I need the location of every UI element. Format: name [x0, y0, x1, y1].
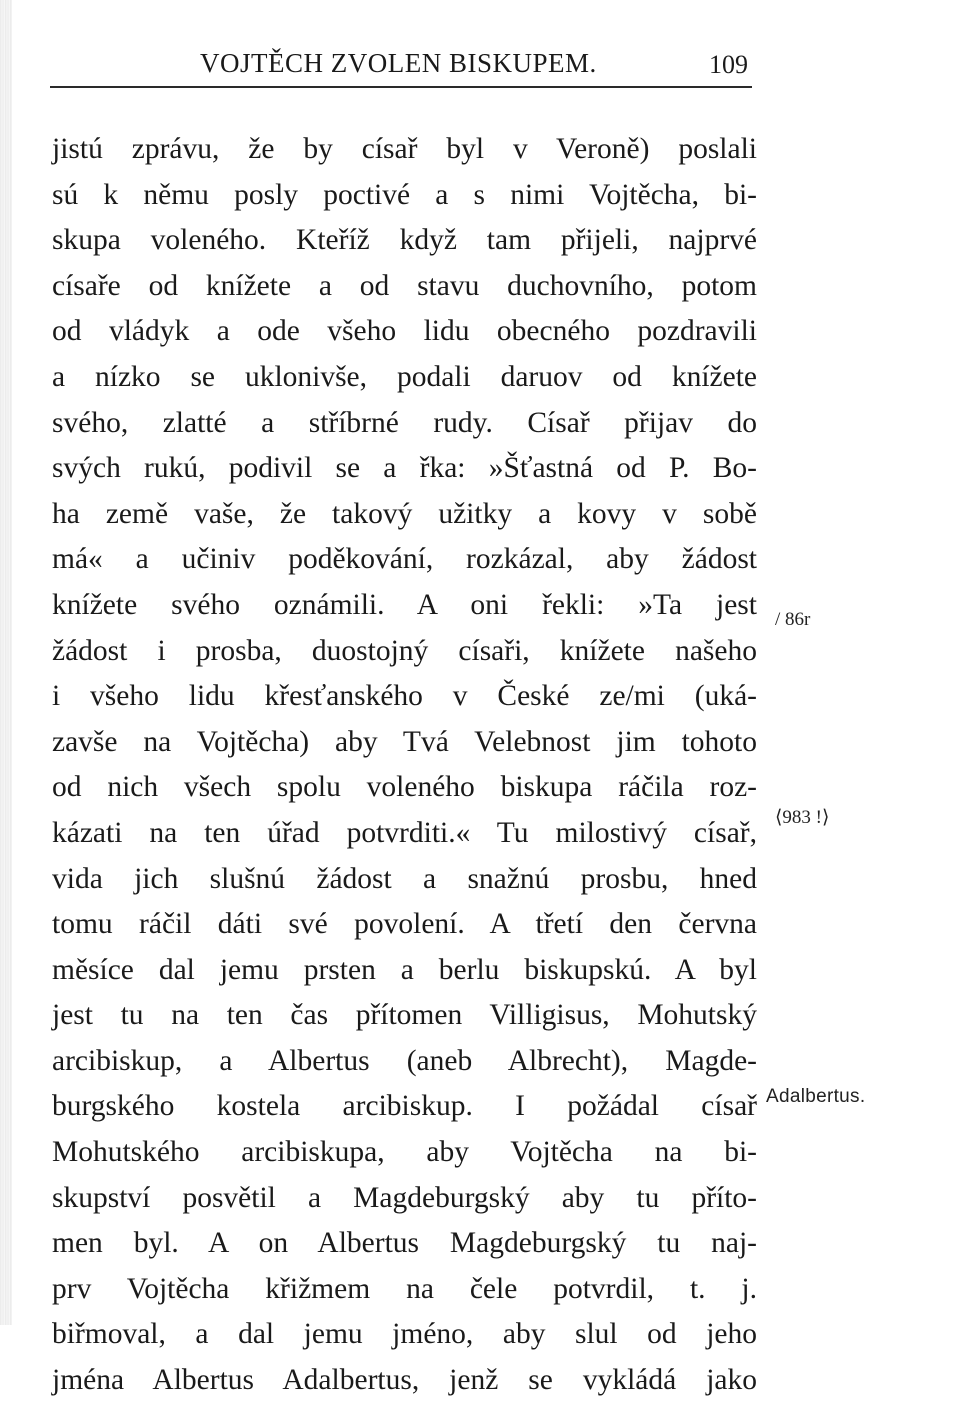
text-line: biřmoval, a dal jemu jméno, aby slul od jeho — [52, 1318, 757, 1351]
text-line: svého, zlatté a stříbrné rudy. Císař přijav do — [52, 406, 757, 439]
text-line: od vládyk a ode všeho lidu obecného pozdravili — [52, 315, 757, 348]
page-number: 109 — [709, 50, 748, 79]
text-line: arcibiskup, a Albertus (aneb Albrecht), Magde- — [52, 1044, 757, 1077]
text-line: císaře od knížete a od stavu duchovního, potom — [52, 269, 757, 302]
margin-note-name: Adalbertus. — [766, 1086, 866, 1107]
page-edge-shading — [0, 0, 12, 1325]
text-line: tomu ráčil dáti své povolení. A třetí den června — [52, 908, 757, 941]
margin-note-folio: / 86r — [775, 609, 811, 630]
text-line: sú k němu posly poctivé a s nimi Vojtěcha, bi- — [52, 178, 757, 211]
text-line: skupství posvětil a Magdeburgský aby tu příto- — [52, 1181, 757, 1214]
text-line: men byl. A on Albertus Magdeburgský tu naj- — [52, 1227, 757, 1260]
running-title: VOJTĚCH ZVOLEN BISKUPEM. — [200, 48, 597, 78]
text-line: kázati na ten úřad potvrditi.« Tu milostivý císař, — [52, 816, 757, 849]
text-line: a nízko se uklonivše, podali daruov od knížete — [52, 360, 757, 393]
text-line: skupa voleného. Kteříž když tam přijeli, najprvé — [52, 224, 757, 257]
text-line: knížete svého oznámili. A oni řekli: »Ta jest — [52, 588, 757, 621]
text-line: jména Albertus Adalbertus, jenž se vykládá jako — [52, 1364, 757, 1397]
text-line: měsíce dal jemu prsten a berlu biskupskú. A byl — [52, 953, 757, 986]
body-text — [52, 127, 757, 1404]
text-line: vida jich slušnú žádost a snažnú prosbu, hned — [52, 862, 757, 895]
text-line: ha země vaše, že takový užitky a kovy v sobě — [52, 497, 757, 530]
text-line: od nich všech spolu voleného biskupa ráčila roz- — [52, 771, 757, 804]
text-line: burgského kostela arcibiskup. I požádal císař — [52, 1090, 757, 1123]
margin-note-date: ⟨983 !⟩ — [775, 807, 830, 828]
text-line: zavše na Vojtěcha) aby Tvá Velebnost jim tohoto — [52, 725, 757, 758]
text-line: má« a učiniv poděkování, rozkázal, aby žádost — [52, 543, 757, 576]
text-line: svých rukú, podivil se a řka: »Šťastná od P. Bo- — [52, 452, 757, 485]
text-line: prv Vojtěcha křižmem na čele potvrdil, t. j. — [52, 1272, 757, 1305]
text-line: Mohutského arcibiskupa, aby Vojtěcha na bi- — [52, 1136, 757, 1169]
page-header — [50, 40, 752, 88]
text-line: i všeho lidu křesťanského v České ze/mi (uká- — [52, 680, 757, 713]
text-line: žádost i prosba, duostojný císaři, knížete našeho — [52, 634, 757, 667]
text-line: jest tu na ten čas přítomen Villigisus, Mohutský — [52, 999, 757, 1032]
text-line: jistú zprávu, že by císař byl v Veroně) poslali — [52, 133, 757, 165]
